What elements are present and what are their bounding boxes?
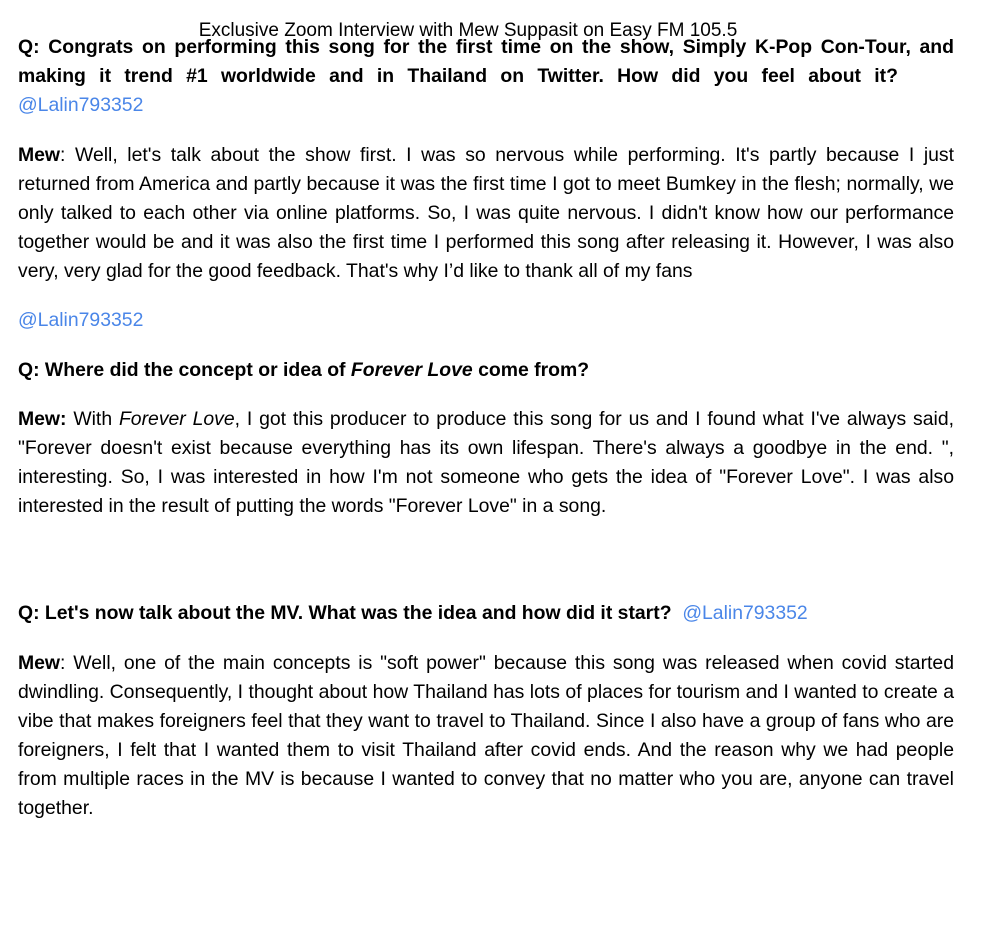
question-1-text: Q: Congrats on performing this song for the first time on the show, Simply K-Pop Con-Tour, and making it trend #1 worldwide and in Thailand on Twitter. How did you feel about it? (18, 36, 954, 87)
speaker-name: Mew: (18, 408, 67, 430)
twitter-handle-link[interactable]: @Lalin793352 (18, 309, 144, 331)
answer-1 (18, 141, 954, 286)
speaker-name: Mew (18, 144, 61, 166)
song-title: Forever Love (118, 408, 235, 430)
answer-1-text: : Well, let's talk about the show first. I was so nervous while performing. It's partly because I just returned from America and partly because it was the first time I got to meet Bumkey in the flesh; normally, we only talked to each other via online platforms. So, I was quite nervous. I didn't know how our performance together would be and it was also the first time I performed this song after releasing it. However, I was also very, very glad for the good feedback. That's why I’d like to thank all of my fans (18, 144, 954, 282)
answer-2 (18, 405, 954, 521)
question-2-prefix: Q: Where did the concept or idea of (18, 359, 351, 381)
answer-2-text: , I got this producer to produce this song for us and I found what I've always said, "Forever doesn't exist because everything has its own lifespan. There's always a goodbye in the end. ", interesting. So, I was interested in how I'm not someone who gets the idea of "Forever Love". I was also interested in the result of putting the words "Forever Love" in a song. (18, 408, 954, 517)
song-title: Forever Love (350, 359, 473, 381)
question-3-text: Q: Let's now talk about the MV. What was the idea and how did it start? (18, 602, 672, 624)
answer-3-text: : Well, one of the main concepts is "soft power" because this song was released when covid started dwindling. Consequently, I thought about how Thailand has lots of places for tourism and I wanted to create a vibe that makes foreigners feel that they want to travel to Thailand. Since I also have a group of fans who are foreigners, I felt that I wanted them to visit Thailand after covid ends. And the reason why we had people from multiple races in the MV is because I wanted to convey that no matter who you are, anyone can travel together. (18, 652, 954, 819)
question-1 (18, 33, 954, 120)
answer-2-prefix: With (66, 408, 119, 430)
speaker-name: Mew (18, 652, 61, 674)
twitter-handle-link[interactable]: @Lalin793352 (18, 94, 144, 116)
answer-3 (18, 649, 954, 823)
question-2-suffix: come from? (472, 359, 590, 381)
twitter-handle-link[interactable]: @Lalin793352 (682, 602, 808, 624)
question-3 (18, 599, 954, 628)
credit-line (18, 306, 954, 335)
question-2 (18, 356, 954, 385)
interview-document (18, 19, 954, 823)
document-title: Exclusive Zoom Interview with Mew Suppasit on Easy FM 105.5 (198, 20, 738, 41)
